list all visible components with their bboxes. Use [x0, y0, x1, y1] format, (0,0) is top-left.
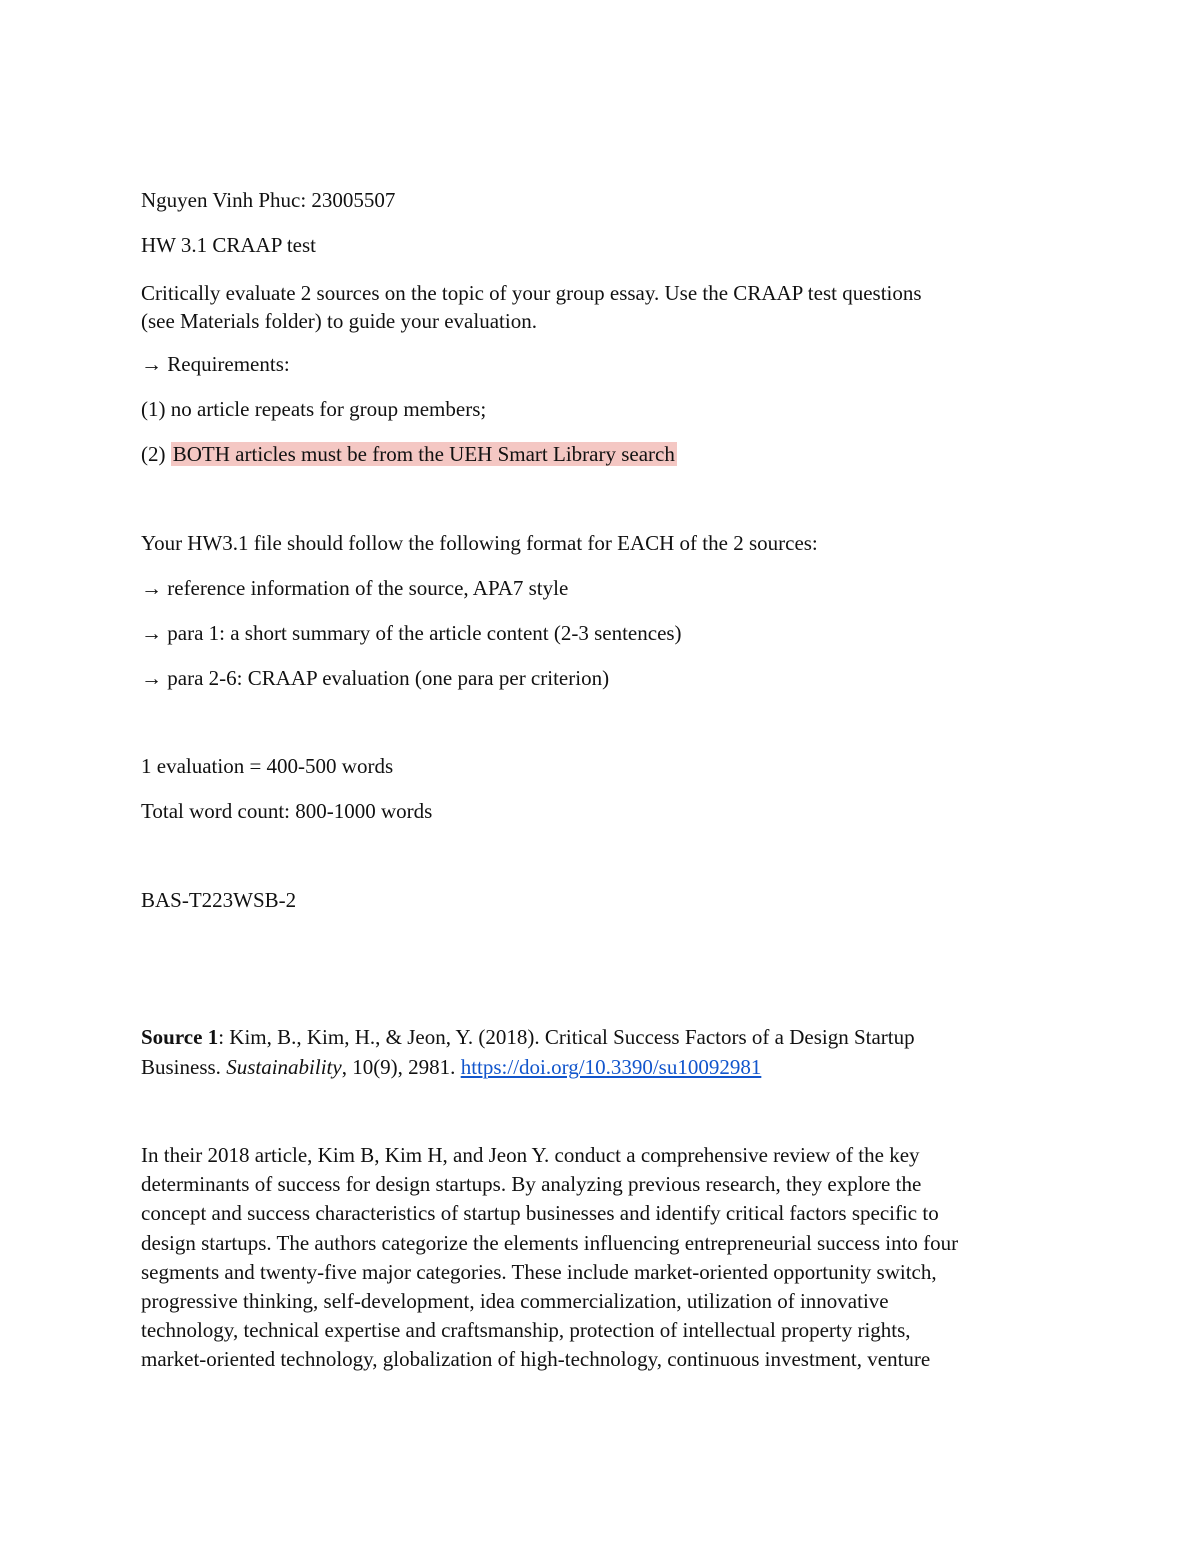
source-1-label: Source 1: [141, 1025, 219, 1049]
instruction-line-2: (see Materials folder) to guide your evaluation.: [141, 309, 537, 333]
summary-line: design startups. The authors categorize the elements influencing entrepreneurial success into four: [141, 1230, 959, 1255]
summary-line: In their 2018 article, Kim B, Kim H, and Jeon Y. conduct a comprehensive review of the key: [141, 1143, 920, 1167]
summary-line: segments and twenty-five major categories. These include market-oriented opportunity switch,: [141, 1259, 937, 1284]
instruction-line-1: Critically evaluate 2 sources on the topic of your group essay. Use the CRAAP test questions: [141, 281, 922, 305]
source-1-ref-part-3: , 10(9), 2981.: [341, 1055, 461, 1079]
requirement-2-prefix: (2): [141, 442, 171, 466]
word-count-per-evaluation: 1 evaluation = 400-500 words: [141, 754, 394, 778]
format-item-1: → reference information of the source, APA7 style: [141, 576, 569, 600]
summary-paragraph: [141, 1141, 1071, 1375]
summary-line: determinants of success for design startups. By analyzing previous research, they explore the: [141, 1172, 922, 1197]
format-intro: Your HW3.1 file should follow the following format for EACH of the 2 sources:: [141, 531, 818, 555]
summary-line: progressive thinking, self-development, idea commercialization, utilization of innovative: [141, 1289, 889, 1314]
requirement-1: (1) no article repeats for group members;: [141, 397, 487, 421]
requirements-label: → Requirements:: [141, 352, 290, 376]
source-1-ref-part-2: Business.: [141, 1055, 227, 1079]
class-code: BAS-T223WSB-2: [141, 888, 297, 912]
word-count-total: Total word count: 800-1000 words: [141, 799, 433, 823]
format-item-2: → para 1: a short summary of the article content (2-3 sentences): [141, 621, 682, 645]
source-1-ref-part-1: : Kim, B., Kim, H., & Jeon, Y. (2018). Critical Success Factors of a Design Startup: [218, 1025, 915, 1049]
source-1-journal: Sustainability: [226, 1055, 342, 1079]
source-1-reference-line-2: [141, 1053, 761, 1082]
source-1-doi-link[interactable]: https://doi.org/10.3390/su10092981: [460, 1055, 762, 1079]
summary-line: concept and success characteristics of startup businesses and identify critical factors specific to: [141, 1201, 939, 1226]
requirement-2-highlight: BOTH articles must be from the UEH Smart Library search: [172, 442, 675, 466]
format-item-3: → para 2-6: CRAAP evaluation (one para per criterion): [141, 666, 610, 690]
author-line: Nguyen Vinh Phuc: 23005507: [141, 188, 396, 212]
summary-line: market-oriented technology, globalization of high-technology, continuous investment, venture: [141, 1347, 931, 1372]
source-1-reference-line-1: [141, 1023, 915, 1052]
summary-line: technology, technical expertise and craftsmanship, protection of intellectual property rights,: [141, 1318, 911, 1343]
requirement-2: [141, 440, 677, 469]
hw-title: HW 3.1 CRAAP test: [141, 233, 317, 257]
